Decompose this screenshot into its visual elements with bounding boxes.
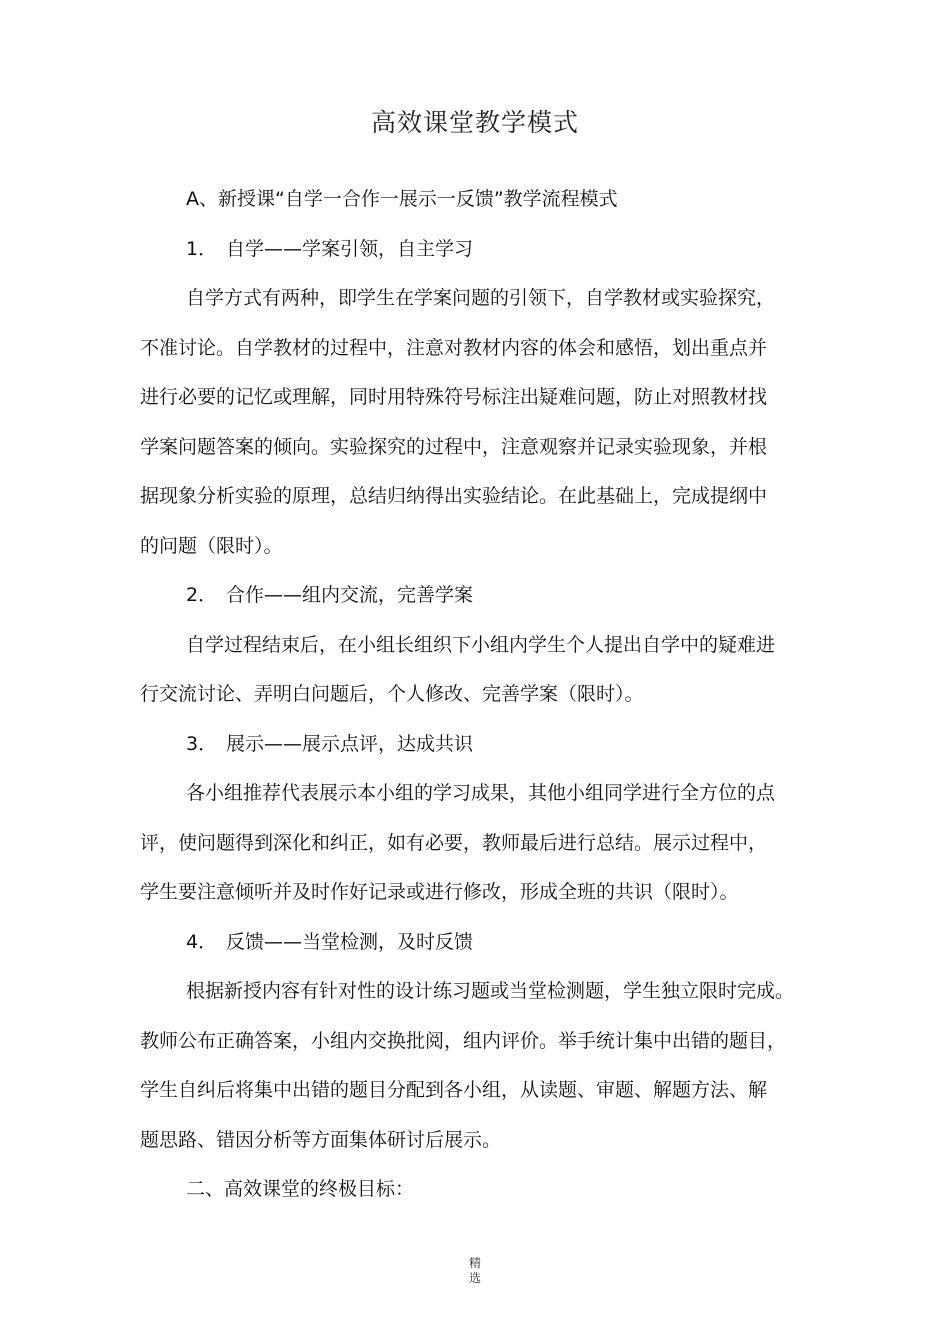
- step-title: 自学——学案引领，自主学习: [226, 237, 474, 260]
- paragraph-line: 题思路、错因分析等方面集体研讨后展示。: [140, 1128, 502, 1151]
- step-heading-2: [140, 571, 840, 621]
- section-heading: A、新授课“自学一合作一展示一反馈”教学流程模式: [186, 188, 618, 210]
- paragraph-line: 行交流讨论、弄明白问题后，个人修改、完善学案（限时）。: [140, 683, 644, 705]
- paragraph-line: 学生自纠后将集中出错的题目分配到各小组，从读题、审题、解题方法、解: [140, 1079, 768, 1101]
- step-number: 2．: [186, 584, 218, 606]
- document-body: [140, 175, 840, 1215]
- paragraph-line: 教师公布正确答案，小组内交换批阅，组内评价。举手统计集中出错的题目，: [140, 1029, 787, 1052]
- paragraph-line: 各小组推荐代表展示本小组的学习成果，其他小组同学进行全方位的点: [186, 782, 776, 804]
- section-heading: 二、高效课堂的终极目标：: [186, 1178, 415, 1200]
- paragraph-line: 不准讨论。自学教材的过程中，注意对教材内容的体会和感悟，划出重点并: [140, 336, 768, 359]
- step-number: 1．: [186, 237, 218, 260]
- footer-char: 选: [468, 1271, 481, 1285]
- paragraph-line: 学生要注意倾听并及时作好记录或进行修改，形成全班的共识（限时）。: [140, 881, 739, 903]
- step-title: 合作——组内交流，完善学案: [226, 584, 474, 606]
- step-number: 4．: [186, 930, 218, 953]
- footer-char: 精: [468, 1256, 481, 1270]
- paragraph-line: 据现象分析实验的原理，总结归纳得出实验结论。在此基础上，完成提纲中: [140, 485, 768, 507]
- paragraph-line: 的问题（限时）。: [140, 534, 283, 557]
- step-title: 反馈——当堂检测，及时反馈: [226, 930, 474, 953]
- paragraph-line: 自学过程结束后，在小组长组织下小组内学生个人提出自学中的疑难进: [186, 633, 776, 656]
- paragraph-line: 自学方式有两种，即学生在学案问题的引领下，自学教材或实验探究，: [186, 287, 776, 309]
- paragraph-line: 学案问题答案的倾向。实验探究的过程中，注意观察并记录实验现象，并根: [140, 435, 768, 458]
- step-number: 3．: [186, 732, 218, 755]
- paragraph-line: 根据新授内容有针对性的设计练习题或当堂检测题，学生独立限时完成。: [186, 980, 795, 1002]
- paragraph-line: 评，使问题得到深化和纠正，如有必要，教师最后进行总结。展示过程中，: [140, 831, 768, 854]
- step-title: 展示——展示点评，达成共识: [226, 732, 474, 755]
- page-footer: [0, 1256, 950, 1286]
- paragraph-line: 进行必要的记忆或理解，同时用特殊符号标注出疑难问题，防止对照教材找: [140, 386, 768, 408]
- step-heading-1: [140, 225, 840, 275]
- step-heading-4: [140, 918, 840, 968]
- document-title: 高效课堂教学模式: [370, 108, 579, 137]
- step-heading-3: [140, 720, 840, 770]
